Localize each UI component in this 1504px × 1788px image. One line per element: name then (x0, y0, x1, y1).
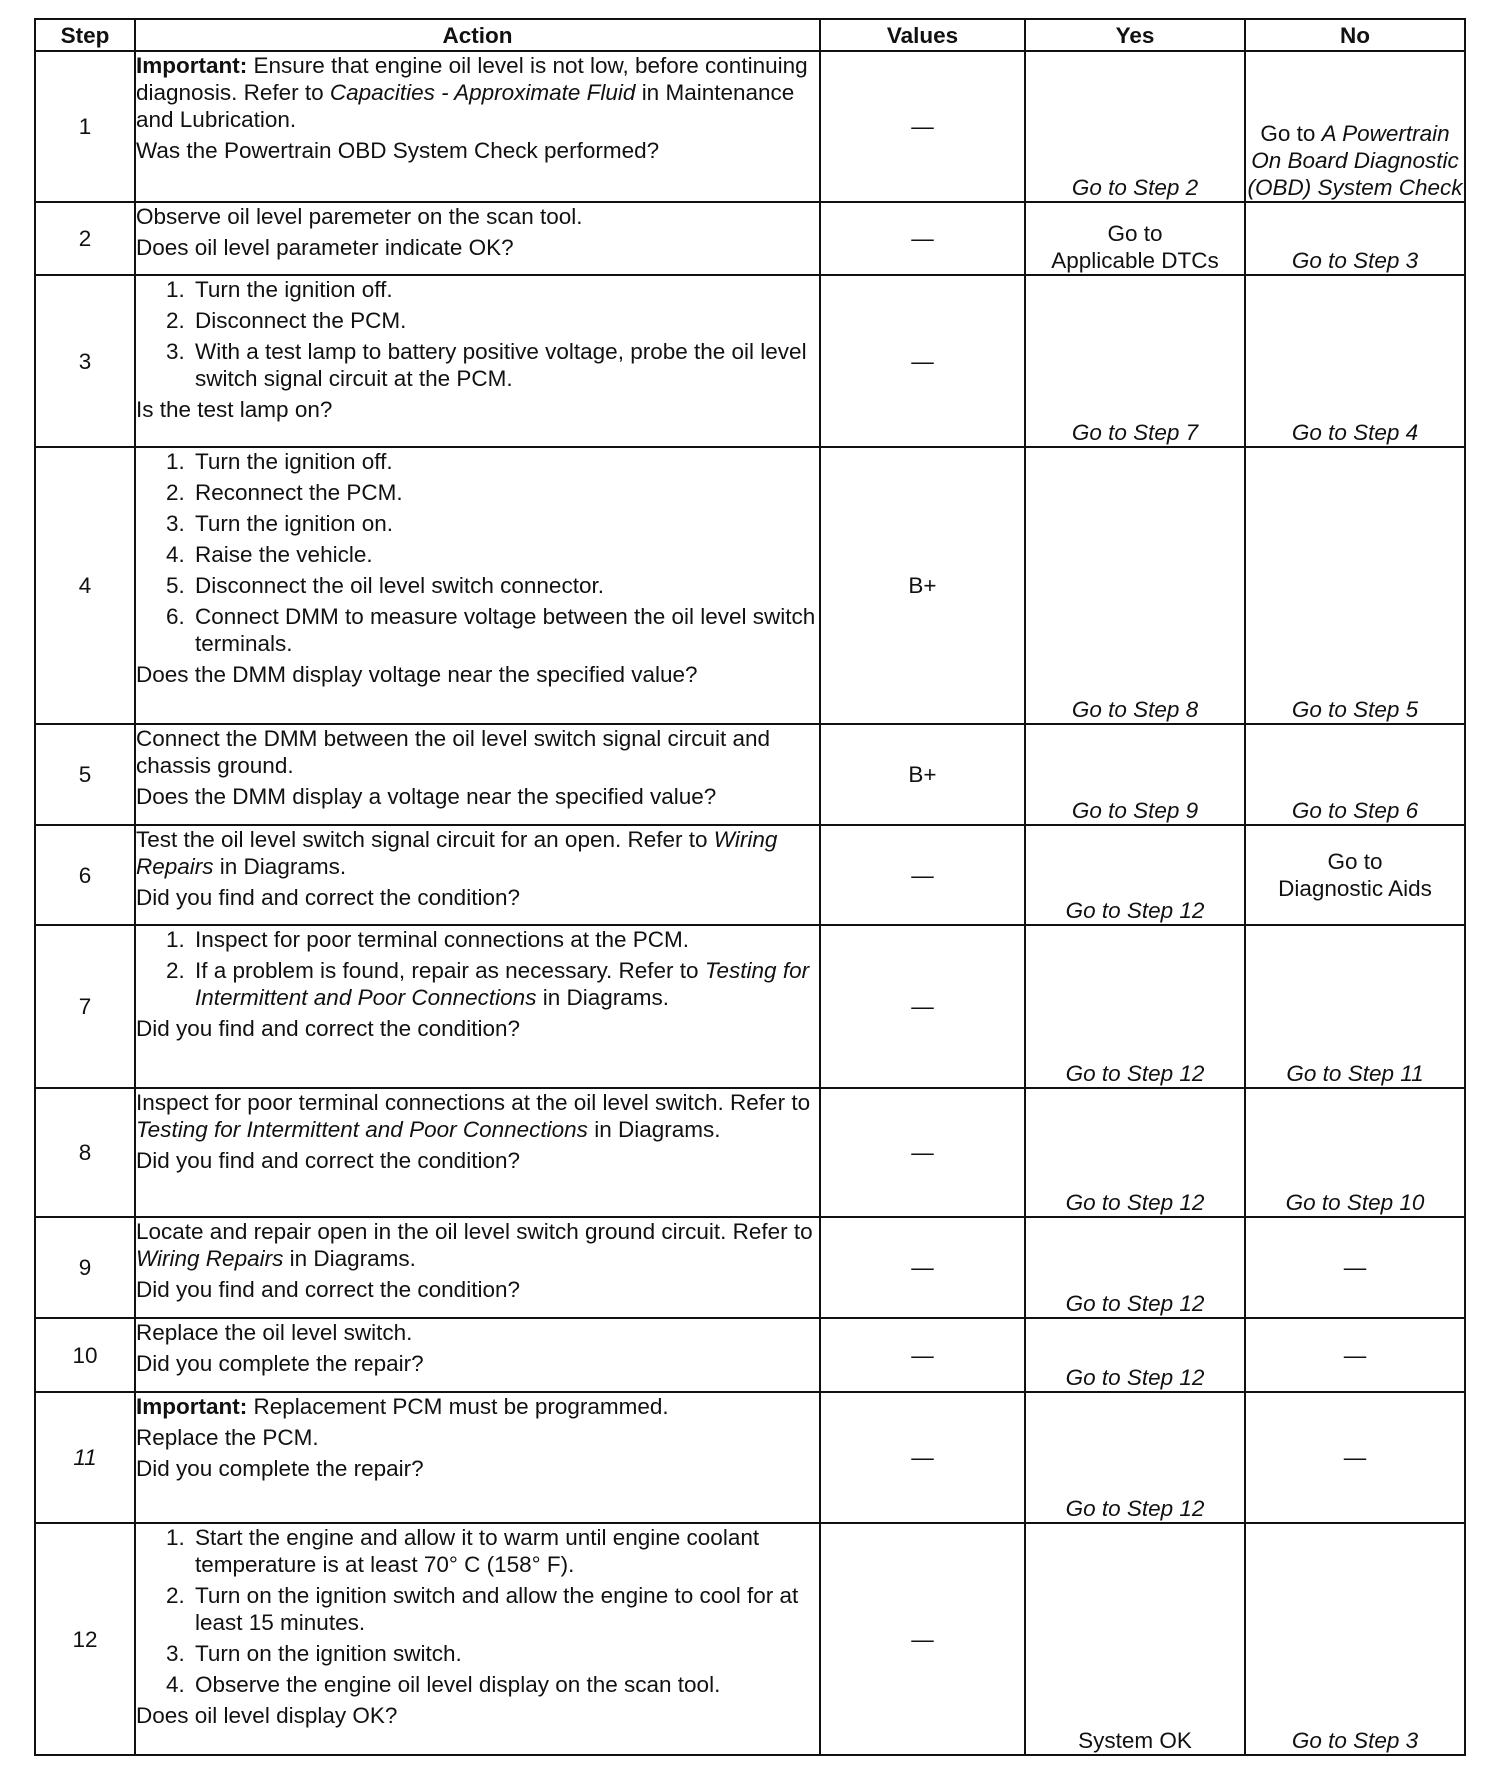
header-step: Step (35, 19, 135, 51)
procedure-list (136, 926, 819, 1011)
yes-cell: System OK (1025, 1523, 1245, 1755)
list-item: 2. If a problem is found, repair as necessary. Refer to Testing for Intermittent and Poor Connections in Diagrams. (191, 957, 819, 1011)
values-cell: B+ (820, 724, 1025, 825)
values-cell: — (820, 51, 1025, 202)
question: Did you find and correct the condition? (136, 1016, 520, 1041)
action-cell (135, 447, 820, 724)
list-item: 2. Disconnect the PCM. (191, 307, 819, 334)
question: Does oil level display OK? (136, 1703, 398, 1728)
table-row (35, 1217, 1465, 1318)
diagnostic-table (34, 18, 1466, 1756)
no-cell: Go to Step 4 (1245, 275, 1465, 447)
question: Did you complete the repair? (136, 1351, 424, 1376)
values-cell: — (820, 1217, 1025, 1318)
question: Was the Powertrain OBD System Check performed? (136, 138, 660, 163)
reference-link: Wiring Repairs (136, 1246, 284, 1271)
table-row (35, 724, 1465, 825)
step-number: 11 (35, 1392, 135, 1523)
action-cell (135, 925, 820, 1088)
header-values: Values (820, 19, 1025, 51)
step-number: 2 (35, 202, 135, 275)
values-cell: — (820, 1318, 1025, 1392)
action-cell: Important: Replacement PCM must be programmed. Replace the PCM. Did you complete the repair? (135, 1392, 820, 1523)
step-number: 7 (35, 925, 135, 1088)
no-cell: — (1245, 1217, 1465, 1318)
header-row (35, 19, 1465, 51)
values-cell: — (820, 202, 1025, 275)
table-row (35, 925, 1465, 1088)
no-cell: Go to Step 10 (1245, 1088, 1465, 1217)
important-note: Important: Ensure that engine oil level is not low, before continuing diagnosis. Refer to Capacities - Approximate Fluid in Maintenance and Lubrication. (136, 53, 808, 132)
table-row (35, 447, 1465, 724)
no-cell: Go to Step 3 (1245, 1523, 1465, 1755)
no-cell: Go to Step 11 (1245, 925, 1465, 1088)
values-cell: — (820, 1088, 1025, 1217)
step-number: 3 (35, 275, 135, 447)
action-cell (135, 275, 820, 447)
question: Did you find and correct the condition? (136, 885, 520, 910)
important-note: Important: Replacement PCM must be programmed. (136, 1394, 669, 1419)
question: Did you find and correct the condition? (136, 1277, 520, 1302)
action-cell: Locate and repair open in the oil level switch ground circuit. Refer to Wiring Repairs in Diagrams. Did you find and correct the condition? (135, 1217, 820, 1318)
step-number: 1 (35, 51, 135, 202)
list-item: 4. Observe the engine oil level display on the scan tool. (191, 1671, 819, 1698)
step-number: 6 (35, 825, 135, 925)
question: Does the DMM display voltage near the specified value? (136, 662, 698, 687)
table-row (35, 275, 1465, 447)
list-item: 3. With a test lamp to battery positive voltage, probe the oil level switch signal circuit at the PCM. (191, 338, 819, 392)
important-label: Important: (136, 53, 248, 78)
question: Does oil level parameter indicate OK? (136, 235, 514, 260)
action-cell: Connect the DMM between the oil level switch signal circuit and chassis ground. Does the DMM display a voltage near the specified value? (135, 724, 820, 825)
yes-cell: Go to Step 12 (1025, 925, 1245, 1088)
list-item: 1. Start the engine and allow it to warm until engine coolant temperature is at least 70° C (158° F). (191, 1524, 819, 1578)
action-cell (135, 51, 820, 202)
list-item: 1. Inspect for poor terminal connections at the PCM. (191, 926, 819, 953)
table-row (35, 1523, 1465, 1755)
yes-cell: Go to Step 12 (1025, 825, 1245, 925)
values-cell: — (820, 825, 1025, 925)
question: Did you find and correct the condition? (136, 1148, 520, 1173)
list-item: 4. Raise the vehicle. (191, 541, 819, 568)
values-cell: — (820, 1523, 1025, 1755)
yes-cell: Go to Step 12 (1025, 1318, 1245, 1392)
list-item: 2. Turn on the ignition switch and allow the engine to cool for at least 15 minutes. (191, 1582, 819, 1636)
no-cell: Go to Step 5 (1245, 447, 1465, 724)
reference-link: Capacities - Approximate Fluid (329, 80, 636, 105)
table-row (35, 202, 1465, 275)
step-number: 8 (35, 1088, 135, 1217)
no-cell: Go to Diagnostic Aids (1245, 825, 1465, 925)
header-action: Action (135, 19, 820, 51)
procedure-list (136, 276, 819, 392)
question: Does the DMM display a voltage near the specified value? (136, 784, 717, 809)
step-number: 9 (35, 1217, 135, 1318)
values-cell: — (820, 1392, 1025, 1523)
no-cell: Go to A Powertrain On Board Diagnostic (OBD) System Check (1245, 51, 1465, 202)
action-cell: Test the oil level switch signal circuit for an open. Refer to Wiring Repairs in Diagrams. Did you find and correct the condition? (135, 825, 820, 925)
yes-cell: Go to Step 2 (1025, 51, 1245, 202)
list-item: 1. Turn the ignition off. (191, 276, 819, 303)
list-item: 2. Reconnect the PCM. (191, 479, 819, 506)
no-cell: — (1245, 1318, 1465, 1392)
action-cell: Replace the oil level switch. Did you complete the repair? (135, 1318, 820, 1392)
step-number: 5 (35, 724, 135, 825)
list-item: 5. Disconnect the oil level switch connector. (191, 572, 819, 599)
action-cell: Observe oil level paremeter on the scan tool. Does oil level parameter indicate OK? (135, 202, 820, 275)
procedure-list (136, 1524, 819, 1698)
header-no: No (1245, 19, 1465, 51)
yes-cell: Go to Step 12 (1025, 1088, 1245, 1217)
list-item: 3. Turn on the ignition switch. (191, 1640, 819, 1667)
question: Did you complete the repair? (136, 1456, 424, 1481)
step-number: 4 (35, 447, 135, 724)
yes-cell: Go to Step 12 (1025, 1392, 1245, 1523)
action-cell: Inspect for poor terminal connections at the oil level switch. Refer to Testing for Intermittent and Poor Connections in Diagrams. Did you find and correct the condition? (135, 1088, 820, 1217)
values-cell: — (820, 925, 1025, 1088)
question: Is the test lamp on? (136, 397, 333, 422)
yes-cell: Go to Step 8 (1025, 447, 1245, 724)
list-item: 3. Turn the ignition on. (191, 510, 819, 537)
header-yes: Yes (1025, 19, 1245, 51)
table-row (35, 825, 1465, 925)
values-cell: B+ (820, 447, 1025, 724)
table-row (35, 51, 1465, 202)
yes-cell: Go to Step 7 (1025, 275, 1245, 447)
table-row (35, 1088, 1465, 1217)
list-item: 1. Turn the ignition off. (191, 448, 819, 475)
yes-cell: Go to Step 9 (1025, 724, 1245, 825)
yes-cell: Go to Applicable DTCs (1025, 202, 1245, 275)
action-cell (135, 1523, 820, 1755)
table-row (35, 1392, 1465, 1523)
step-number: 12 (35, 1523, 135, 1755)
step-number: 10 (35, 1318, 135, 1392)
table-row (35, 1318, 1465, 1392)
important-label: Important: (136, 1394, 248, 1419)
reference-link: Wiring Repairs (136, 827, 778, 879)
yes-cell: Go to Step 12 (1025, 1217, 1245, 1318)
reference-link: Testing for Intermittent and Poor Connections (136, 1117, 588, 1142)
no-cell: Go to Step 6 (1245, 724, 1465, 825)
list-item: 6. Connect DMM to measure voltage between the oil level switch terminals. (191, 603, 819, 657)
no-cell: Go to Step 3 (1245, 202, 1465, 275)
values-cell: — (820, 275, 1025, 447)
no-cell: — (1245, 1392, 1465, 1523)
procedure-list (136, 448, 819, 657)
reference-link: Testing for Intermittent and Poor Connections (195, 958, 810, 1010)
